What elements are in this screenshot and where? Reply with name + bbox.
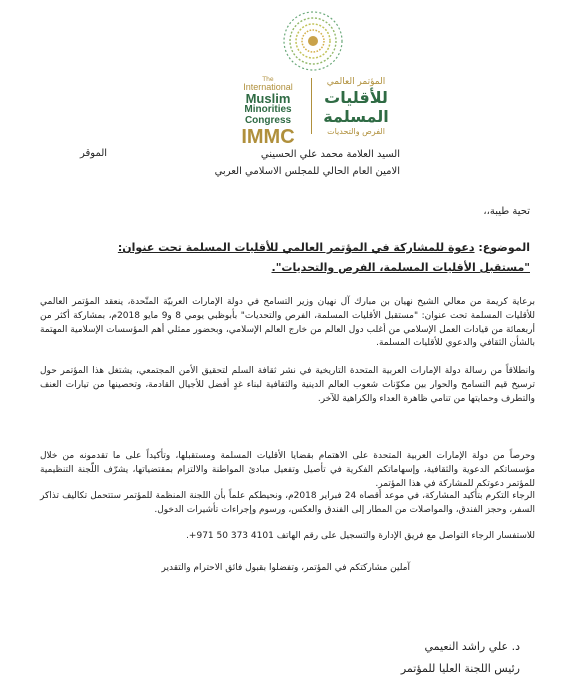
paragraph-2: وانطلاقاً من رسالة دولة الإمارات العربية المتحدة التاريخية في نشر ثقافة السلم لتحقيق الأمن المجتمعي، يشتغل هذا المؤتمر حول ترسيخ قيم التسامح والحوار بين مكوّنات شعوب العالم الدينية والثقافية لبناء غدٍ أفضل للأجيال القادمة، وتحصينها من تيارات العنف والتطرف وحمايتها من تنامي ظاهرة العداء والكراهية للآخر. [40,366,535,404]
logo-english-text [228,76,308,148]
subject-label: الموضوع: [478,241,530,254]
honorific-word: الموقر [80,148,108,159]
salutation: تحية طيبة،، [483,206,530,217]
signatory-title: رئيس اللجنة العليا للمؤتمر [400,662,520,675]
closing-block [80,560,410,576]
signatory-name: د. علي راشد النعيمي [424,640,520,653]
logo-congress: Congress [244,115,292,126]
paragraph-5: للاستفسار الرجاء التواصل مع فريق الإدارة والتسجيل على رقم الهاتف 4101 373 50 971+. [186,531,535,541]
logo-abbreviation: IMMC [241,126,295,148]
logo-arabic-text [316,76,396,137]
logo-muslim: Muslim [245,91,291,106]
logo-ar-line3: المسلمة [323,107,389,126]
paragraph-3: وحرصاً من دولة الإمارات العربية المتحدة على الاهتمام بقضايا الأقليات المسلمة ومستقبلها، وتأكيداً على ما تقدمونه من خلال مؤسساتكم الدعوية والثقافية، وإسهاماتكم الفكرية في تأصيل وتفعيل مبادئ المواطنة والالتزام بمقتضياتها، يشرّف اللّجنة التنظيمية للمؤتمر دعوتكم للمشاركة في هذا المؤتمر. [40,451,535,489]
recipient-name: السيد العلامة محمد علي الحسيني [260,149,400,160]
geometric-emblem-icon [278,8,348,74]
logo-ar-line1: المؤتمر العالمي [326,77,386,87]
recipient-block [70,146,400,180]
recipient-title: الامين العام الحالي للمجلس الاسلامي العربي [214,166,400,177]
subject-line-2: "مستقبل الأقليات المسلمة، الفرص والتحديات". [271,261,530,274]
logo-the: The [262,76,274,83]
logo-divider [311,78,312,134]
logo-ar-line4: الفرص والتحديات [327,127,385,136]
closing-line-1: آملين مشاركتكم في المؤتمر، وتفضلوا بقبول فائق الاحترام والتقدير [161,563,410,573]
paragraph-1: برعاية كريمة من معالي الشيخ نهيان بن مبارك آل نهيان وزير التسامح في دولة الإمارات العربيّة المتّحدة، ينعقد المؤتمر العالمي للأقليات المسلمة تحت عنوان: "مستقبل الأقليات المسلمة، الفرص والتحديات" بأبوظبي يومي 8 و9 مايو 2018م، بمشاركة أكثر من أربعمائة من قيادات العمل الإسلامي من أغلب دول العالم من خارج العالم الإسلامي، وبحضور ممثلي أهم المؤسسات الإسلامية المهتمة بالشأن الثقافي والدعوي للأقليات المسلمة. [40,297,535,349]
subject-line-1: دعوة للمشاركة في المؤتمر العالمي للأقليات المسلمة تحت عنوان: [117,241,475,254]
logo-ar-line2: للأقليات [324,88,388,107]
subject-block [50,238,530,278]
signature-block [270,636,520,680]
conference-logo [228,8,398,148]
logo-minorities: Minorities [244,104,292,115]
paragraph-4: الرجاء التكرم بتأكيد المشاركة، في موعد أقصاه 24 فبراير 2018م، ونحيطكم علماً بأن اللجنة المنظمة للمؤتمر ستتحمل تكاليف تذاكر السفر، وحجز الفندق، والمواصلات من المطار إلى الفندق والعكس، ورسوم وإجراءات تأشيرات الدخول. [40,491,536,515]
logo-international: International [243,82,293,92]
